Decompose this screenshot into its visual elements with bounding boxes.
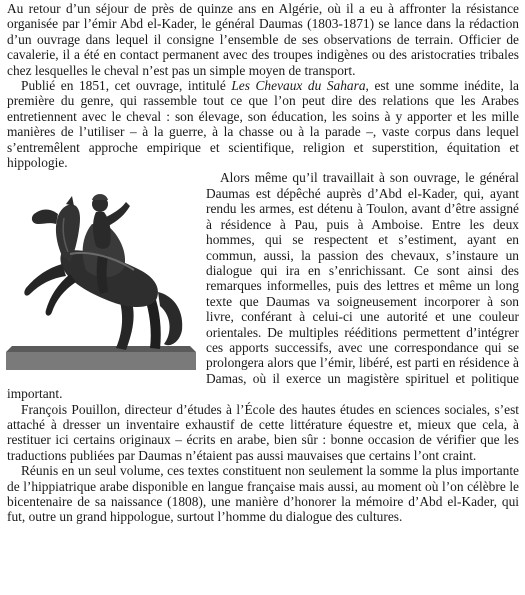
paragraph-4: François Pouillon, directeur d’études à l’École des hautes études en sciences sociales, s’est attaché à dresser un inventaire exhaustif de cette littérature équestre et, mieux que cela, à restituer ici certains originaux – écrits en arabe, bien sûr : bonne occasion de vérifier que les traductions publiées par Daumas n’étaient pas aussi mauvaises que certains l’ont craint. [7, 401, 519, 463]
paragraph-1: Au retour d’un séjour de près de quinze ans en Algérie, où il a eu à affronter la résistance organisée par l’émir Abd el-Kader, le général Daumas (1803-1871) se lance dans la rédaction d’un ouvrage dans lequel il consigne l’ensemble de ses observations de terrain. Officier de cavalerie, il a été en contact permanent avec des troupes indigènes ou des aristocraties tribales chez lesquelles le cheval n’est pas un simple moyen de transport. [7, 1, 519, 78]
article-body [7, 1, 519, 525]
rider-arm [104, 202, 130, 226]
horse-tail [158, 292, 182, 345]
paragraph-3: Alors même qu’il travaillait à son ouvrage, le général Daumas est dépêché auprès d’Abd el-Kader, qui, ayant rendu les armes, est détenu à Toulon, avant d’être assigné à résidence à Pau, puis à Amboise. Entre les deux hommes, qui se respectent et s’estiment, ayant en commun, aussi, la passion des chevaux, s’instaure un dialogue qui ira en s’enrichissant. Ce sont ainsi des remarques informelles, puis des lettres et même un long texte que Daumas va soigneusement incorporer à son livre, conférant à celui-ci une autorité et une couleur orientales. De multiples rééditions permettent d’intégrer ces apports successifs, avec une correspondance qui se prolongera alors que l’émir, libéré, est parti en résidence à Damas, où il exerce un magistère spirituel et politique important. [7, 170, 519, 402]
statue-figure [0, 184, 200, 370]
paragraph-5: Réunis en un seul volume, ces textes constituent non seulement la somme la plus importante de l’hippiatrique arabe disponible en langue française mais aussi, au moment où l’on célèbre le bicentenaire de sa naissance (1808), une manière d’honorer la mémoire d’Abd el-Kader, qui fut, outre un grand hippologue, surtout l’homme du dialogue des cultures. [7, 463, 519, 525]
book-title: Les Chevaux du Sahara [231, 78, 366, 94]
paragraph-2-rest: , est une somme inédite, la première du genre, qui rassemble tout ce que l’on peut dire des relations que les Arabes entretiennent avec le cheval : son élevage, son éducation, les soins à y apporter et les mille manières de l’utiliser – à la guerre, à la chasse ou à la parade –, vaste corpus dans lequel s’entremêlent approche empirique et scientifique, religion et superstition, équitation et hippologie. [7, 78, 520, 171]
horse-hind-legs [116, 302, 134, 350]
pedestal [6, 352, 196, 370]
horse-head [32, 210, 58, 225]
paragraph-2-lead: Publié en 1851, cet ouvrage, intitulé [21, 78, 232, 94]
equestrian-statue-icon [0, 184, 200, 370]
paragraph-2 [7, 78, 519, 170]
